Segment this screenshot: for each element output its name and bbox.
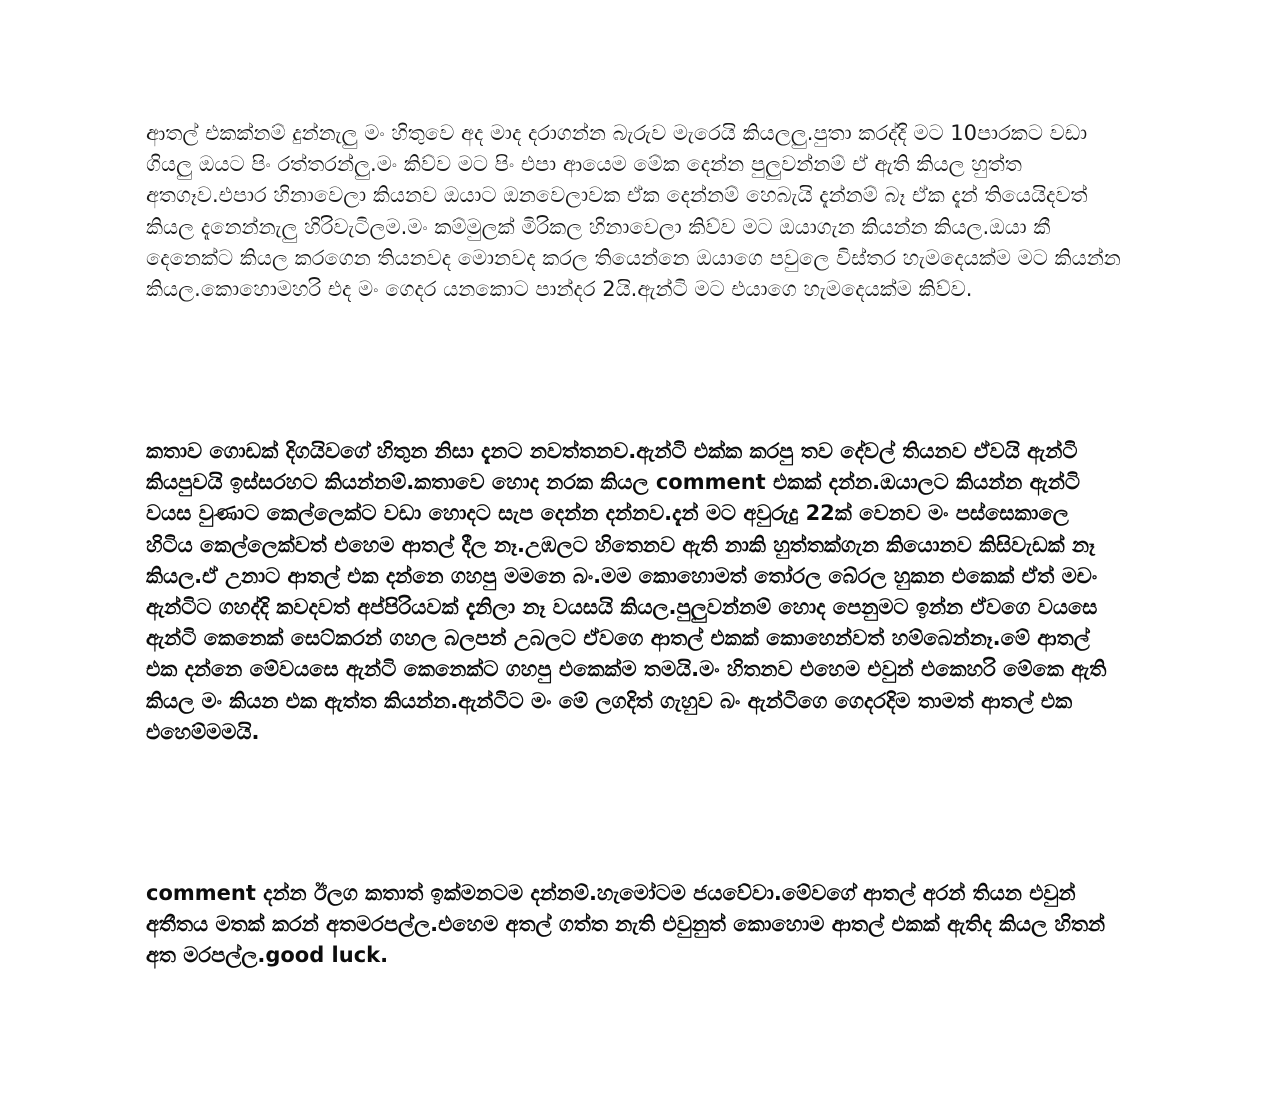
- paragraph-2: කතාව ගොඩක් දිගයිවගේ හිතුන නිසා දැනට නවත්තනව.ඇන්ටි එක්ක කරපු තව දේවල් තියනව ඒවයි ඇන්ටි කියපුවයි ඉස්සරහට කියන්නම්.කතාවෙ හොද නරක කියල comment එකක් දන්න.ඔයාලට කියන්න ඇන්ටි වයස වුණාට කෙල්ලෙක්ට වඩා හොදට සැප දෙන්න දන්නව.දැන් මට අවුරුදු 22ක් වෙනව මං පස්සෙකාලෙ හිටිය කෙල්ලෙක්වත් එහෙම ආතල් දීල නෑ.උඹලට හිතෙනව ඇති නාකි හුත්තක්ගැන කියොනව කිසිවැඩක් නෑ කියල.ඒ උනාට ආතල් එක දන්නෙ ගහපු මමනෙ බං.මම කොහොමත් තෝරල බේරල හුකන එකෙක් ඒත් මචං ඇන්ටිට ගහද්දි කවදවත් අප්පිරියවක් දැනිලා නෑ වයසයි කියල.පුලුවන්නම් හොද පෙනුමට ඉන්න ඒවගෙ වයසෙ ඇන්ටි කෙනෙක් සෙට්කරන් ගහල බලපන් උබලට ඒවගෙ ආතල් එකක් කොහෙන්වත් හම්බෙන්නෑ.මේ ආතල් එක දන්නෙ මේවයසෙ ඇන්ටි කෙනෙක්ට ගහපු එකෙක්ම තමයි.මං හිතනව එහෙම එවුන් එකෙහරි මේකෙ ඇති කියල මං කියන එක ඇත්ත කියන්න.ඇන්ටිට මං මේ ලගදිත් ගැහුව බං ඇන්ටිගෙ ගෙදරදිම තාමත් ආතල් එක එහෙම්මමයි.: [146, 439, 1107, 744]
- paragraph-3: comment දන්න ඊලග කතාත් ඉක්මනටම දන්නම්.හැමෝටම ජයවේවා.මේවගේ ආතල් අරන් තියන එවුන් අතීතය මතක් කරන් අතමරපල්ල.එහෙම අතල් ගත්ත නැති එවුනුත් කොහොම ආතල් එකක් ඇතිද කියල හිතන් අත මරපල්ල.good luck.: [146, 881, 1106, 968]
- paragraph-1: ආතල් එකක්නම් දුන්නැලු මං හිතුවෙ අද මාද දරාගන්න බැරුව මැරෙයි කියලලු.පුතා කරද්දි මට 10පාරකට වඩා ගියලු ඔයට පිං රත්තරන්ලු.මං කිව්ව මට පිං එපා ආයෙම මේක දෙන්න පුලුවන්නම් ඒ ඇති කියල හුත්ත අතගෑව.එපාර හිනාවෙලා කියනව ඔයාට ඔනවෙලාවක ඒක දෙන්නම් හෙබැයි දැන්නම් බෑ ඒක දැන් තියෙයිදවත් කියල දැනෙන්නැලු හිරිවැටිලම.මං කම්මුලක් මිරිකල හිනාවෙලා කිව්ව මට ඔයාගැන කියන්න කියල.ඔයා කී දෙනෙක්ට කියල කරගෙන තියනවද මොනවද කරල තියෙන්නෙ ඔයාගෙ පවුලෙ විස්තර හැමදෙයක්ම මට කියන්න කියල.කොහොමහරි එද මං ගෙදර යනකොට පාන්දර 2යි.ඇන්ටි මට එයාගෙ හැමදෙයක්ම කිව්ව.: [146, 121, 1121, 302]
